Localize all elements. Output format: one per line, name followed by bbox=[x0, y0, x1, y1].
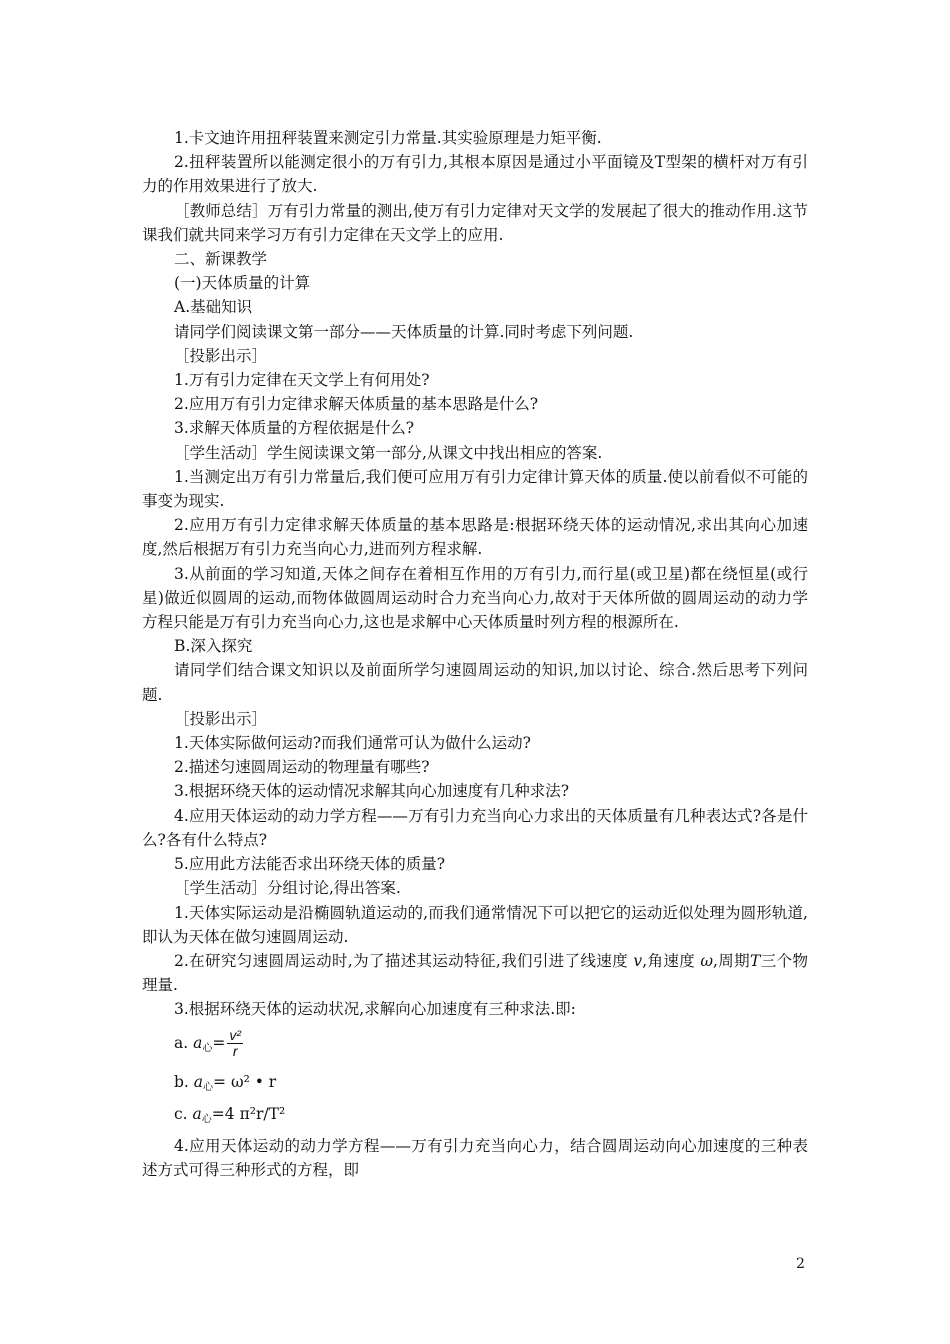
text-run: 2.在研究匀速圆周运动时,为了描述其运动特征,我们引进了线速度 bbox=[174, 951, 634, 970]
paragraph: ［学生活动］学生阅读课文第一部分,从课文中找出相应的答案. bbox=[174, 443, 603, 462]
question-item: 5.应用此方法能否求出环绕天体的质量? bbox=[174, 855, 446, 874]
answer-item: 3.根据环绕天体的运动状况,求解向心加速度有三种求法.即: bbox=[174, 1000, 576, 1019]
answer-item: 3.从前面的学习知道,天体之间存在着相互作用的万有引力,而行星(或卫星)都在绕恒星(或行星)做近似圆周的运动,而物体做圆周运动时合力充当向心力,故对于天体所做的圆周运动的动力学方程只能是万有引力充当向心力,这也是求解中心天体质量时列方程的根源所在. bbox=[142, 564, 808, 632]
formula-rest: = ω² • r bbox=[213, 1072, 277, 1091]
denominator: r bbox=[232, 1043, 238, 1060]
formula-label: b. bbox=[174, 1072, 189, 1091]
paragraph: ［学生活动］分组讨论,得出答案. bbox=[174, 879, 401, 898]
question-item: 2.应用万有引力定律求解天体质量的基本思路是什么? bbox=[174, 395, 539, 414]
section-heading: 二、新课教学 bbox=[174, 250, 268, 269]
answer-item bbox=[142, 949, 808, 997]
question-item: 3.求解天体质量的方程依据是什么? bbox=[174, 419, 415, 438]
question-item: 3.根据环绕天体的运动情况求解其向心加速度有几种求法? bbox=[174, 782, 570, 801]
projection-label: ［投影出示］ bbox=[174, 709, 268, 728]
paragraph: 1.卡文迪许用扭秤装置来测定引力常量.其实验原理是力矩平衡. bbox=[174, 129, 602, 147]
answer-item: 1.当测定出万有引力常量后,我们便可应用万有引力定律计算天体的质量.使以前看似不可能的事变为现实. bbox=[142, 467, 808, 511]
text-run: ,角速度 bbox=[642, 951, 701, 970]
subscript: 心 bbox=[203, 1081, 214, 1093]
body-text bbox=[142, 126, 808, 1182]
accel-symbol: a bbox=[193, 1033, 203, 1052]
answer-item: 4.应用天体运动的动力学方程——万有引力充当向心力，结合圆周运动向心加速度的三种表述方式可得三种形式的方程，即 bbox=[142, 1136, 808, 1179]
formula-c bbox=[142, 1102, 808, 1132]
period-symbol: T bbox=[750, 951, 761, 970]
subsection-heading: (一)天体质量的计算 bbox=[174, 274, 311, 293]
question-item: 1.天体实际做何运动?而我们通常可认为做什么运动? bbox=[174, 734, 531, 753]
formula-a bbox=[142, 1026, 808, 1066]
numerator: v² bbox=[229, 1027, 242, 1044]
subscript: 心 bbox=[202, 1042, 213, 1054]
projection-label: ［投影出示］ bbox=[174, 346, 268, 365]
question-item: 2.描述匀速圆周运动的物理量有哪些? bbox=[174, 758, 430, 777]
formula-label: a. bbox=[174, 1033, 189, 1052]
formula-label: c. bbox=[174, 1104, 188, 1123]
subsection-heading: B.深入探究 bbox=[174, 637, 253, 656]
subsection-heading: A.基础知识 bbox=[174, 298, 253, 317]
formula-b bbox=[142, 1070, 808, 1100]
subscript: 心 bbox=[201, 1113, 212, 1125]
accel-symbol: a bbox=[193, 1072, 204, 1091]
equals: = bbox=[212, 1033, 226, 1052]
formula-rest: =4 π²r/T² bbox=[211, 1104, 286, 1123]
answer-item: 2.应用万有引力定律求解天体质量的基本思路是:根据环绕天体的运动情况,求出其向心加速度,然后根据万有引力充当向心力,进而列方程求解. bbox=[142, 516, 808, 559]
question-item: 1.万有引力定律在天文学上有何用处? bbox=[174, 371, 430, 390]
text-run: 三个物理量. bbox=[142, 951, 808, 995]
text-run: ,周期 bbox=[713, 951, 751, 970]
paragraph: 2.扭秤装置所以能测定很小的万有引力,其根本原因是通过小平面镜及T型架的横杆对万有引力的作用效果进行了放大. bbox=[142, 153, 808, 196]
omega-symbol: ω bbox=[700, 951, 714, 970]
fraction bbox=[227, 1028, 243, 1059]
paragraph: 请同学们阅读课文第一部分——天体质量的计算.同时考虑下列问题. bbox=[174, 322, 634, 341]
accel-symbol: a bbox=[192, 1104, 202, 1123]
paragraph: ［教师总结］万有引力常量的测出,使万有引力定律对天文学的发展起了很大的推动作用.这节课我们就共同来学习万有引力定律在天文学上的应用. bbox=[142, 201, 808, 244]
answer-item: 1.天体实际运动是沿椭圆轨道运动的,而我们通常情况下可以把它的运动近似处理为圆形轨道,即认为天体在做匀速圆周运动. bbox=[142, 903, 808, 946]
page-number: 2 bbox=[796, 1256, 805, 1272]
paragraph: 请同学们结合课文知识以及前面所学匀速圆周运动的知识,加以讨论、综合.然后思考下列问题. bbox=[142, 661, 808, 704]
question-item: 4.应用天体运动的动力学方程——万有引力充当向心力求出的天体质量有几种表达式?各是什么?各有什么特点? bbox=[142, 806, 808, 849]
velocity-symbol: v bbox=[633, 951, 643, 970]
